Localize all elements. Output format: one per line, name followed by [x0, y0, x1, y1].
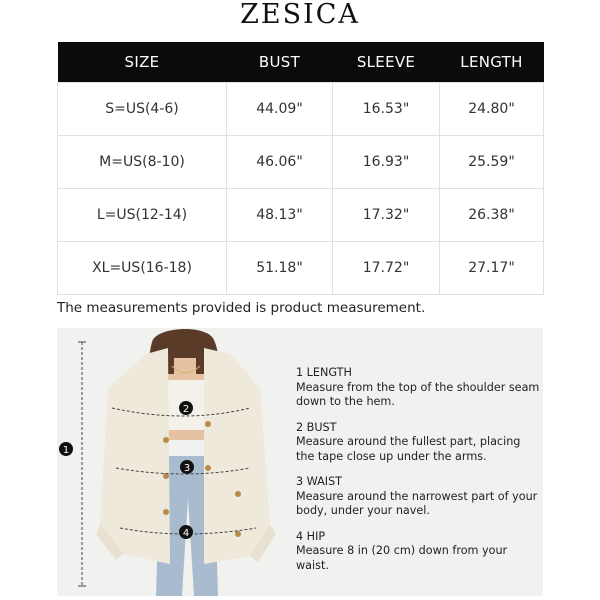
step-waist — [296, 475, 541, 519]
header-sleeve: SLEEVE — [333, 42, 440, 82]
step-bust — [296, 421, 541, 465]
step-title: 4 HIP — [296, 529, 326, 543]
cell-length: 24.80" — [440, 82, 544, 135]
size-chart-table — [57, 42, 544, 295]
cell-length: 27.17" — [440, 241, 544, 294]
marker-2-label: 2 — [182, 404, 190, 415]
step-title: 2 BUST — [296, 420, 337, 434]
step-title: 3 WAIST — [296, 475, 343, 488]
cell-bust: 46.06" — [227, 135, 333, 188]
cardigan-button — [205, 465, 211, 471]
marker-4-label: 4 — [182, 528, 190, 539]
cell-size: L=US(12-14) — [58, 188, 227, 241]
header-bust: BUST — [227, 42, 333, 82]
cell-sleeve: 16.93" — [333, 135, 440, 188]
cardigan-button — [235, 491, 241, 497]
cell-size: XL=US(16-18) — [58, 241, 227, 294]
step-title: 1 LENGTH — [296, 366, 352, 379]
cell-sleeve: 17.72" — [333, 241, 440, 294]
cardigan-button — [163, 509, 169, 515]
measurement-note: The measurements provided is product measurement. — [57, 300, 426, 316]
header-length: LENGTH — [440, 42, 544, 82]
cell-size: S=US(4-6) — [58, 82, 227, 135]
cardigan-button — [163, 437, 169, 443]
length-indicator — [55, 328, 95, 596]
step-description: Measure 8 in (20 cm) down from your waist. — [296, 544, 508, 572]
cell-bust: 44.09" — [227, 82, 333, 135]
cell-length: 25.59" — [440, 135, 544, 188]
cardigan-button — [205, 421, 211, 427]
marker-3-label: 3 — [183, 463, 191, 474]
cardigan-button — [235, 531, 241, 537]
table-row — [58, 241, 544, 294]
table-header-row — [58, 42, 544, 82]
marker-1-label: 1 — [62, 445, 70, 456]
step-hip — [296, 530, 541, 574]
cell-sleeve: 17.32" — [333, 188, 440, 241]
step-description: Measure from the top of the shoulder seam down to the hem. — [296, 380, 540, 408]
cardigan-left — [100, 348, 170, 564]
step-description: Measure around the fullest part, placing the tape close up under the arms. — [296, 435, 521, 463]
table-row — [58, 188, 544, 241]
model-photo — [90, 328, 280, 596]
header-size: SIZE — [58, 42, 227, 82]
measurement-steps — [296, 366, 541, 584]
brand-logo: ZESICA — [240, 0, 360, 30]
cell-bust: 48.13" — [227, 188, 333, 241]
table-row — [58, 135, 544, 188]
cell-bust: 51.18" — [227, 241, 333, 294]
table-row — [58, 82, 544, 135]
cell-size: M=US(8-10) — [58, 135, 227, 188]
step-description: Measure around the narrowest part of your body, under your navel. — [296, 489, 538, 517]
step-length — [296, 366, 541, 410]
cell-sleeve: 16.53" — [333, 82, 440, 135]
cell-length: 26.38" — [440, 188, 544, 241]
